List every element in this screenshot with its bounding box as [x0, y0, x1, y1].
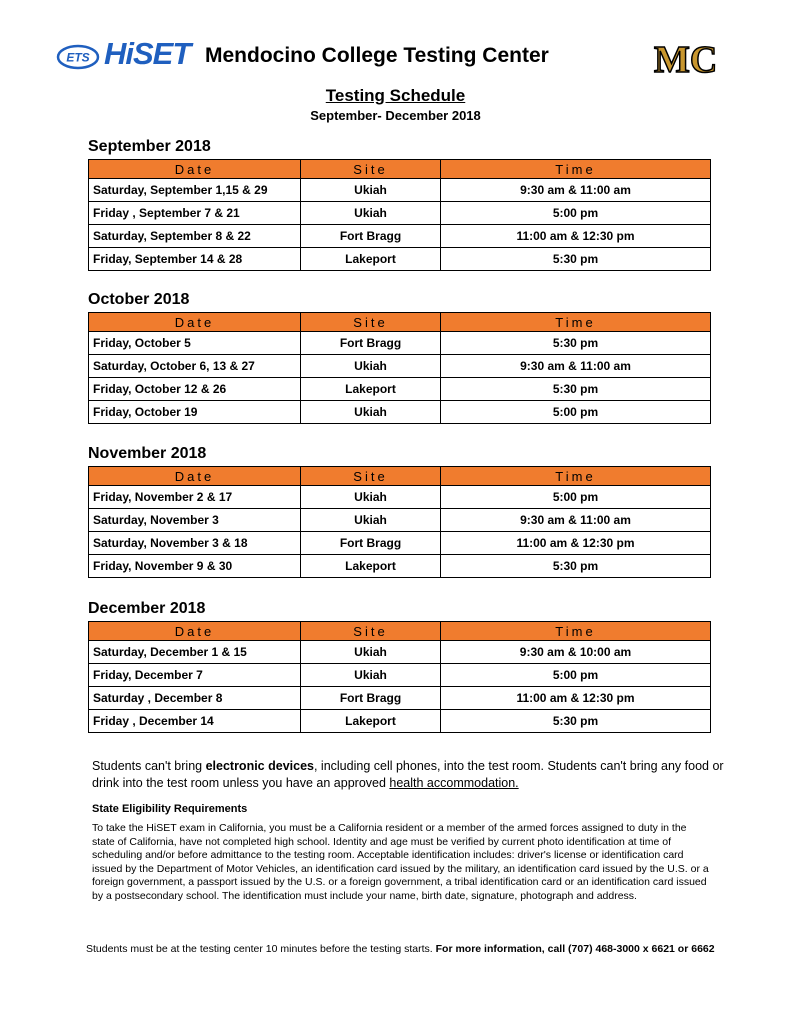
table-row: [89, 687, 711, 710]
schedule-title: Testing Schedule: [325, 86, 466, 105]
cell-date: Saturday, September 8 & 22: [89, 225, 301, 248]
health-accommodation-link[interactable]: health accommodation.: [389, 776, 519, 790]
column-header-site: Site: [301, 313, 441, 332]
schedule-subtitle: September- December 2018: [310, 108, 481, 123]
cell-site: Ukiah: [301, 509, 441, 532]
contact-info: For more information, call (707) 468-3000 x 6621 or 6662: [435, 943, 715, 955]
page-title: Mendocino College Testing Center: [205, 44, 549, 67]
cell-time: 9:30 am & 11:00 am: [441, 509, 711, 532]
table-row: [89, 486, 711, 509]
cell-time: 5:30 pm: [441, 378, 711, 401]
cell-date: Friday, October 12 & 26: [89, 378, 301, 401]
column-header-site: Site: [301, 467, 441, 486]
table-row: [89, 179, 711, 202]
table-row: [89, 555, 711, 578]
cell-site: Ukiah: [301, 202, 441, 225]
table-row: [89, 355, 711, 378]
device-note-post: , including cell phones, into the test room. Students can't bring any food or drink into the test room unless you have an approved: [92, 759, 724, 790]
table-header: [89, 467, 711, 486]
month-title-november: November 2018: [88, 445, 207, 462]
cell-site: Ukiah: [301, 179, 441, 202]
device-policy-note: [92, 758, 742, 792]
column-header-time: Time: [441, 467, 711, 486]
device-note-pre: Students can't bring: [92, 759, 206, 773]
cell-site: Fort Bragg: [301, 225, 441, 248]
cell-site: Ukiah: [301, 486, 441, 509]
cell-site: Ukiah: [301, 641, 441, 664]
table-row: [89, 509, 711, 532]
table-row: [89, 332, 711, 355]
table-row: [89, 401, 711, 424]
cell-site: Ukiah: [301, 355, 441, 378]
cell-time: 11:00 am & 12:30 pm: [441, 687, 711, 710]
cell-date: Friday, December 7: [89, 664, 301, 687]
schedule-table-september: [88, 159, 711, 271]
table-header: [89, 622, 711, 641]
cell-time: 9:30 am & 11:00 am: [441, 355, 711, 378]
table-row: [89, 225, 711, 248]
cell-time: 5:30 pm: [441, 332, 711, 355]
cell-date: Friday, November 2 & 17: [89, 486, 301, 509]
table-row: [89, 641, 711, 664]
column-header-date: Date: [89, 160, 301, 179]
table-row: [89, 378, 711, 401]
table-row: [89, 532, 711, 555]
cell-date: Friday , December 14: [89, 710, 301, 733]
month-title-october: October 2018: [88, 291, 190, 308]
cell-site: Fort Bragg: [301, 332, 441, 355]
cell-site: Ukiah: [301, 401, 441, 424]
cell-date: Friday, October 5: [89, 332, 301, 355]
cell-date: Saturday , December 8: [89, 687, 301, 710]
table-header: [89, 160, 711, 179]
cell-time: 11:00 am & 12:30 pm: [441, 225, 711, 248]
cell-site: Lakeport: [301, 248, 441, 271]
cell-site: Lakeport: [301, 378, 441, 401]
column-header-time: Time: [441, 160, 711, 179]
cell-date: Friday, October 19: [89, 401, 301, 424]
column-header-site: Site: [301, 622, 441, 641]
svg-text:MC: MC: [654, 39, 718, 81]
cell-date: Saturday, September 1,15 & 29: [89, 179, 301, 202]
cell-site: Ukiah: [301, 664, 441, 687]
device-note-bold: electronic devices: [205, 759, 314, 773]
cell-site: Lakeport: [301, 555, 441, 578]
column-header-date: Date: [89, 467, 301, 486]
cell-date: Friday, September 14 & 28: [89, 248, 301, 271]
eligibility-body: To take the HiSET exam in California, you must be a California resident or a member of the armed forces assigned to duty in the state of California, have not completed high school. Identity and age must be verified by current photo identification at time of scheduling and/or before admittance to the testing room. Acceptable identification includes: driver's license or identification card issued by the Department of Motor Vehicles, an identification card issued by the military, an identification card issued by the U.S. or a foreign government, a passport issued by the U.S. or a foreign government, a tribal identification card or an identification card issued by a postsecondary school. The identification must include your name, birth date, signature, photograph and address.: [92, 822, 709, 902]
cell-date: Saturday, November 3: [89, 509, 301, 532]
ets-logo: [56, 44, 100, 70]
cell-date: Friday, November 9 & 30: [89, 555, 301, 578]
cell-time: 9:30 am & 11:00 am: [441, 179, 711, 202]
column-header-date: Date: [89, 622, 301, 641]
svg-text:ETS: ETS: [66, 50, 90, 65]
cell-date: Saturday, October 6, 13 & 27: [89, 355, 301, 378]
column-header-time: Time: [441, 622, 711, 641]
schedule-table-october: [88, 312, 711, 424]
cell-time: 5:00 pm: [441, 202, 711, 225]
cell-time: 9:30 am & 10:00 am: [441, 641, 711, 664]
schedule-table-december: [88, 621, 711, 733]
hiset-logo: HiSET: [104, 36, 191, 71]
cell-date: Friday , September 7 & 21: [89, 202, 301, 225]
cell-site: Fort Bragg: [301, 687, 441, 710]
arrival-note-text: Students must be at the testing center 10 minutes before the testing starts.: [86, 943, 436, 955]
month-title-december: December 2018: [88, 600, 206, 617]
table-row: [89, 664, 711, 687]
cell-site: Lakeport: [301, 710, 441, 733]
cell-date: Saturday, December 1 & 15: [89, 641, 301, 664]
table-row: [89, 710, 711, 733]
cell-site: Fort Bragg: [301, 532, 441, 555]
table-row: [89, 202, 711, 225]
cell-date: Saturday, November 3 & 18: [89, 532, 301, 555]
eligibility-title: State Eligibility Requirements: [92, 803, 248, 815]
cell-time: 5:00 pm: [441, 664, 711, 687]
table-row: [89, 248, 711, 271]
table-header: [89, 313, 711, 332]
column-header-date: Date: [89, 313, 301, 332]
cell-time: 5:30 pm: [441, 710, 711, 733]
arrival-note: [86, 942, 746, 956]
schedule-table-november: [88, 466, 711, 578]
cell-time: 5:00 pm: [441, 401, 711, 424]
cell-time: 5:30 pm: [441, 248, 711, 271]
month-title-september: September 2018: [88, 138, 211, 155]
cell-time: 5:30 pm: [441, 555, 711, 578]
cell-time: 5:00 pm: [441, 486, 711, 509]
cell-time: 11:00 am & 12:30 pm: [441, 532, 711, 555]
column-header-site: Site: [301, 160, 441, 179]
column-header-time: Time: [441, 313, 711, 332]
